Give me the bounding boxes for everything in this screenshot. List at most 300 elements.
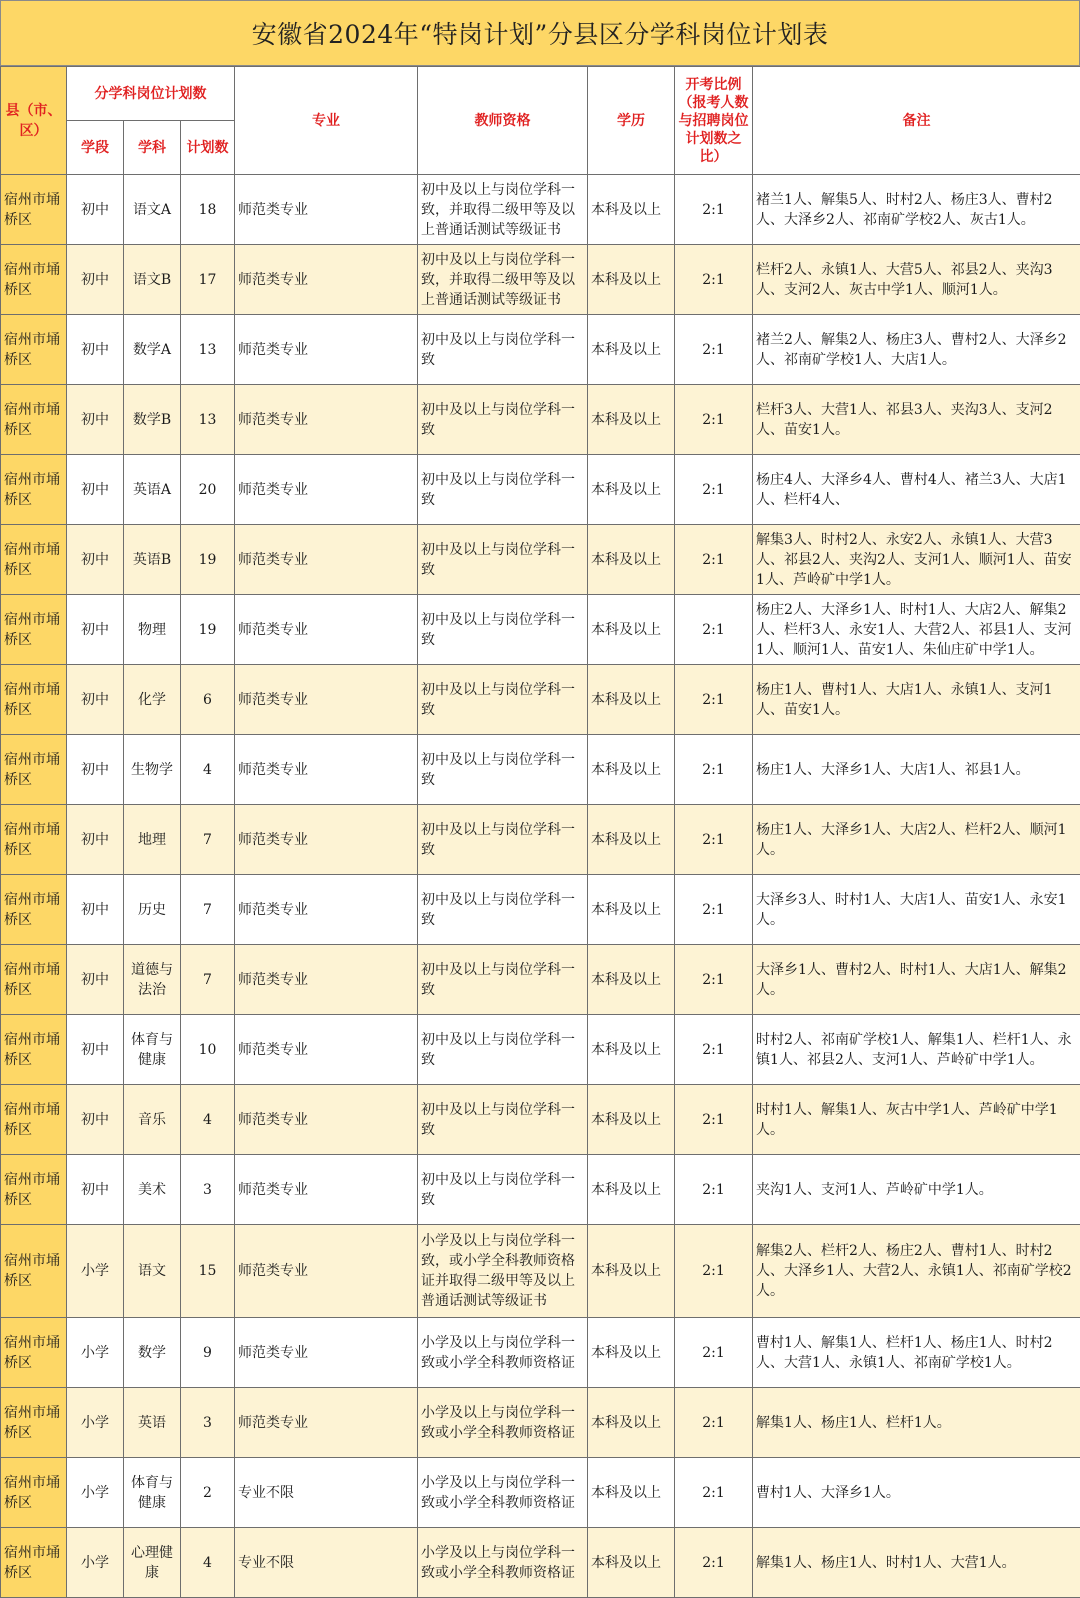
- cell-education-text: 本科及以上: [591, 1485, 661, 1501]
- cell-note: [753, 1458, 1080, 1528]
- cell-education: [588, 1458, 675, 1528]
- cell-subject: [124, 175, 181, 245]
- cell-stage-text: 初中: [81, 342, 109, 358]
- cell-major-text: 师范类专业: [238, 762, 308, 778]
- cell-county: [1, 525, 67, 595]
- cell-subject: [124, 735, 181, 805]
- cell-note: [753, 875, 1080, 945]
- cell-qualification: [418, 1528, 588, 1598]
- cell-major: [235, 525, 418, 595]
- cell-stage-text: 小学: [81, 1345, 109, 1361]
- cell-stage: [67, 1388, 124, 1458]
- cell-county: [1, 595, 67, 665]
- cell-qualification-text: 小学及以上与岗位学科一致或小学全科教师资格证: [421, 1405, 575, 1441]
- cell-county: [1, 1015, 67, 1085]
- cell-major: [235, 1225, 418, 1318]
- header-county: 县（市、区）: [1, 67, 67, 175]
- cell-count: [181, 945, 235, 1015]
- cell-county-text: 宿州市埇桥区: [4, 1253, 60, 1289]
- table-body: [1, 175, 1080, 1598]
- cell-count-text: 2: [203, 1485, 212, 1501]
- cell-education-text: 本科及以上: [591, 412, 661, 428]
- cell-stage: [67, 1225, 124, 1318]
- cell-note: [753, 1388, 1080, 1458]
- cell-major-text: 师范类专业: [238, 832, 308, 848]
- table-row: [1, 245, 1080, 315]
- cell-note-text: 杨庄4人、大泽乡4人、曹村4人、褚兰3人、大店1人、栏杆4人、: [756, 470, 1077, 510]
- cell-ratio-text: 2:1: [702, 1555, 725, 1571]
- cell-qualification-text: 小学及以上与岗位学科一致或小学全科教师资格证: [421, 1335, 575, 1371]
- cell-education-text: 本科及以上: [591, 1555, 661, 1571]
- cell-major: [235, 665, 418, 735]
- cell-note: [753, 1085, 1080, 1155]
- cell-qualification: [418, 735, 588, 805]
- table-title: 安徽省2024年“特岗计划”分县区分学科岗位计划表: [0, 0, 1080, 66]
- cell-note-text: 杨庄1人、曹村1人、大店1人、永镇1人、支河1人、苗安1人。: [756, 680, 1077, 720]
- cell-ratio: [675, 1225, 753, 1318]
- cell-count: [181, 315, 235, 385]
- cell-ratio: [675, 735, 753, 805]
- cell-qualification: [418, 1458, 588, 1528]
- cell-major: [235, 385, 418, 455]
- cell-major-text: 专业不限: [238, 1485, 294, 1501]
- cell-major: [235, 245, 418, 315]
- cell-education: [588, 1528, 675, 1598]
- cell-stage-text: 初中: [81, 902, 109, 918]
- cell-stage: [67, 1085, 124, 1155]
- cell-major-text: 师范类专业: [238, 482, 308, 498]
- cell-count-text: 3: [203, 1415, 212, 1431]
- cell-education: [588, 595, 675, 665]
- cell-stage: [67, 455, 124, 525]
- cell-county-text: 宿州市埇桥区: [4, 612, 60, 648]
- cell-stage: [67, 385, 124, 455]
- cell-subject: [124, 665, 181, 735]
- cell-stage: [67, 525, 124, 595]
- cell-count-text: 4: [203, 1112, 212, 1128]
- cell-qualification-text: 初中及以上与岗位学科一致，并取得二级甲等及以上普通话测试等级证书: [421, 182, 575, 238]
- cell-ratio: [675, 1458, 753, 1528]
- cell-major-text: 师范类专业: [238, 1415, 308, 1431]
- cell-county: [1, 455, 67, 525]
- cell-stage: [67, 805, 124, 875]
- cell-note: [753, 1015, 1080, 1085]
- cell-major-text: 师范类专业: [238, 1042, 308, 1058]
- cell-subject-text: 物理: [138, 622, 166, 638]
- cell-ratio-text: 2:1: [702, 622, 725, 638]
- cell-qualification-text: 小学及以上与岗位学科一致，或小学全科教师资格证并取得二级甲等及以上普通话测试等级证书: [421, 1233, 575, 1309]
- cell-ratio: [675, 665, 753, 735]
- cell-note-text: 解集1人、杨庄1人、栏杆1人。: [756, 1413, 1077, 1433]
- cell-ratio: [675, 175, 753, 245]
- cell-county-text: 宿州市埇桥区: [4, 1545, 60, 1581]
- cell-note: [753, 1528, 1080, 1598]
- cell-count-text: 13: [199, 412, 217, 428]
- cell-ratio-text: 2:1: [702, 1042, 725, 1058]
- cell-note: [753, 665, 1080, 735]
- cell-subject: [124, 1015, 181, 1085]
- cell-major: [235, 875, 418, 945]
- cell-stage: [67, 1528, 124, 1598]
- cell-major: [235, 455, 418, 525]
- cell-subject: [124, 1318, 181, 1388]
- cell-education: [588, 175, 675, 245]
- cell-education-text: 本科及以上: [591, 272, 661, 288]
- cell-ratio: [675, 875, 753, 945]
- table-row: [1, 1388, 1080, 1458]
- cell-education-text: 本科及以上: [591, 342, 661, 358]
- cell-ratio-text: 2:1: [702, 1415, 725, 1431]
- cell-county-text: 宿州市埇桥区: [4, 682, 60, 718]
- cell-major: [235, 1085, 418, 1155]
- cell-ratio: [675, 1388, 753, 1458]
- cell-subject-text: 道德与法治: [131, 962, 173, 998]
- cell-education-text: 本科及以上: [591, 1182, 661, 1198]
- cell-county-text: 宿州市埇桥区: [4, 542, 60, 578]
- cell-major: [235, 175, 418, 245]
- cell-major-text: 师范类专业: [238, 622, 308, 638]
- header-note: 备注: [753, 67, 1080, 175]
- cell-qualification: [418, 525, 588, 595]
- cell-subject-text: 历史: [138, 902, 166, 918]
- cell-education: [588, 1015, 675, 1085]
- cell-count-text: 17: [199, 272, 217, 288]
- cell-major: [235, 1015, 418, 1085]
- cell-qualification-text: 初中及以上与岗位学科一致，并取得二级甲等及以上普通话测试等级证书: [421, 252, 575, 308]
- cell-stage-text: 初中: [81, 1112, 109, 1128]
- cell-qualification-text: 初中及以上与岗位学科一致: [421, 892, 575, 928]
- cell-qualification: [418, 945, 588, 1015]
- cell-county-text: 宿州市埇桥区: [4, 402, 60, 438]
- cell-county: [1, 1155, 67, 1225]
- cell-note: [753, 315, 1080, 385]
- cell-stage-text: 小学: [81, 1485, 109, 1501]
- cell-note: [753, 805, 1080, 875]
- cell-education-text: 本科及以上: [591, 1415, 661, 1431]
- cell-count-text: 7: [203, 902, 212, 918]
- cell-stage-text: 初中: [81, 622, 109, 638]
- cell-subject-text: 数学: [138, 1345, 166, 1361]
- table-row: [1, 735, 1080, 805]
- cell-education: [588, 1388, 675, 1458]
- cell-county: [1, 1528, 67, 1598]
- cell-stage: [67, 595, 124, 665]
- cell-subject: [124, 245, 181, 315]
- cell-major: [235, 945, 418, 1015]
- cell-count: [181, 1458, 235, 1528]
- cell-subject-text: 美术: [138, 1182, 166, 1198]
- cell-qualification: [418, 1155, 588, 1225]
- cell-major-text: 师范类专业: [238, 902, 308, 918]
- cell-major-text: 专业不限: [238, 1555, 294, 1571]
- cell-education: [588, 1155, 675, 1225]
- cell-subject: [124, 595, 181, 665]
- cell-qualification-text: 初中及以上与岗位学科一致: [421, 1102, 575, 1138]
- cell-subject: [124, 945, 181, 1015]
- cell-subject-text: 数学A: [133, 342, 171, 358]
- cell-qualification-text: 初中及以上与岗位学科一致: [421, 822, 575, 858]
- cell-count: [181, 875, 235, 945]
- cell-ratio: [675, 315, 753, 385]
- cell-ratio: [675, 1085, 753, 1155]
- cell-county-text: 宿州市埇桥区: [4, 962, 60, 998]
- cell-subject-text: 语文A: [133, 202, 171, 218]
- cell-education: [588, 1318, 675, 1388]
- cell-ratio-text: 2:1: [702, 552, 725, 568]
- cell-note: [753, 245, 1080, 315]
- header-stage: 学段: [67, 121, 124, 175]
- cell-subject: [124, 875, 181, 945]
- cell-qualification-text: 初中及以上与岗位学科一致: [421, 402, 575, 438]
- cell-subject-text: 化学: [138, 692, 166, 708]
- cell-ratio-text: 2:1: [702, 692, 725, 708]
- cell-note-text: 时村2人、祁南矿学校1人、解集1人、栏杆1人、永镇1人、祁县2人、支河1人、芦岭矿中学1人。: [756, 1030, 1077, 1070]
- cell-qualification-text: 初中及以上与岗位学科一致: [421, 1172, 575, 1208]
- cell-count: [181, 735, 235, 805]
- cell-stage-text: 初中: [81, 202, 109, 218]
- cell-qualification: [418, 455, 588, 525]
- cell-stage-text: 初中: [81, 272, 109, 288]
- cell-count-text: 20: [199, 482, 217, 498]
- cell-county-text: 宿州市埇桥区: [4, 262, 60, 298]
- table-row: [1, 1015, 1080, 1085]
- cell-note-text: 褚兰1人、解集5人、时村2人、杨庄3人、曹村2人、大泽乡2人、祁南矿学校2人、灰古1人。: [756, 190, 1077, 230]
- cell-qualification: [418, 315, 588, 385]
- cell-count: [181, 595, 235, 665]
- cell-count-text: 3: [203, 1182, 212, 1198]
- cell-stage-text: 初中: [81, 972, 109, 988]
- cell-county: [1, 1388, 67, 1458]
- cell-county-text: 宿州市埇桥区: [4, 1405, 60, 1441]
- cell-education-text: 本科及以上: [591, 202, 661, 218]
- cell-education: [588, 875, 675, 945]
- cell-note-text: 栏杆2人、永镇1人、大营5人、祁县2人、夹沟3人、支河2人、灰古中学1人、顺河1人。: [756, 260, 1077, 300]
- cell-county-text: 宿州市埇桥区: [4, 332, 60, 368]
- cell-subject-text: 心理健康: [131, 1545, 173, 1581]
- cell-ratio: [675, 1015, 753, 1085]
- cell-education: [588, 385, 675, 455]
- cell-count-text: 19: [199, 622, 217, 638]
- header-subject-plan-group: 分学科岗位计划数: [67, 67, 235, 121]
- header-qualification: 教师资格: [418, 67, 588, 175]
- cell-note: [753, 175, 1080, 245]
- cell-qualification: [418, 1225, 588, 1318]
- cell-qualification: [418, 1015, 588, 1085]
- table-row: [1, 875, 1080, 945]
- cell-qualification: [418, 1318, 588, 1388]
- cell-ratio-text: 2:1: [702, 1485, 725, 1501]
- cell-education: [588, 1085, 675, 1155]
- cell-note: [753, 385, 1080, 455]
- cell-county-text: 宿州市埇桥区: [4, 1032, 60, 1068]
- cell-note-text: 杨庄1人、大泽乡1人、大店2人、栏杆2人、顺河1人。: [756, 820, 1077, 860]
- table-row: [1, 385, 1080, 455]
- cell-ratio: [675, 455, 753, 525]
- cell-education: [588, 245, 675, 315]
- cell-major: [235, 595, 418, 665]
- cell-subject: [124, 315, 181, 385]
- cell-education-text: 本科及以上: [591, 762, 661, 778]
- cell-subject-text: 音乐: [138, 1112, 166, 1128]
- cell-ratio-text: 2:1: [702, 832, 725, 848]
- table-row: [1, 595, 1080, 665]
- cell-note-text: 大泽乡3人、时村1人、大店1人、苗安1人、永安1人。: [756, 890, 1077, 930]
- cell-ratio-text: 2:1: [702, 1263, 725, 1279]
- cell-county: [1, 875, 67, 945]
- cell-subject-text: 生物学: [131, 762, 173, 778]
- cell-subject-text: 英语B: [133, 552, 171, 568]
- cell-county: [1, 315, 67, 385]
- cell-note: [753, 945, 1080, 1015]
- cell-count: [181, 1085, 235, 1155]
- cell-note: [753, 455, 1080, 525]
- cell-county-text: 宿州市埇桥区: [4, 192, 60, 228]
- cell-ratio-text: 2:1: [702, 202, 725, 218]
- cell-count-text: 13: [199, 342, 217, 358]
- cell-count: [181, 385, 235, 455]
- table-row: [1, 1225, 1080, 1318]
- cell-education-text: 本科及以上: [591, 832, 661, 848]
- cell-stage-text: 初中: [81, 412, 109, 428]
- cell-stage: [67, 315, 124, 385]
- cell-stage: [67, 1458, 124, 1528]
- cell-subject: [124, 1085, 181, 1155]
- cell-stage: [67, 945, 124, 1015]
- cell-stage-text: 初中: [81, 692, 109, 708]
- cell-major: [235, 735, 418, 805]
- cell-major: [235, 1458, 418, 1528]
- cell-count: [181, 455, 235, 525]
- table-row: [1, 805, 1080, 875]
- cell-subject-text: 数学B: [133, 412, 171, 428]
- cell-major-text: 师范类专业: [238, 1345, 308, 1361]
- cell-qualification-text: 小学及以上与岗位学科一致或小学全科教师资格证: [421, 1545, 575, 1581]
- cell-major: [235, 805, 418, 875]
- cell-county: [1, 245, 67, 315]
- table-row: [1, 665, 1080, 735]
- cell-major-text: 师范类专业: [238, 692, 308, 708]
- cell-note-text: 时村1人、解集1人、灰古中学1人、芦岭矿中学1人。: [756, 1100, 1077, 1140]
- cell-education-text: 本科及以上: [591, 1345, 661, 1361]
- cell-subject: [124, 525, 181, 595]
- cell-count-text: 10: [199, 1042, 217, 1058]
- cell-education: [588, 665, 675, 735]
- header-education: 学历: [588, 67, 675, 175]
- cell-stage: [67, 1318, 124, 1388]
- cell-education-text: 本科及以上: [591, 1112, 661, 1128]
- cell-count: [181, 1015, 235, 1085]
- cell-count: [181, 175, 235, 245]
- table-row: [1, 525, 1080, 595]
- cell-ratio-text: 2:1: [702, 482, 725, 498]
- cell-count: [181, 525, 235, 595]
- cell-education: [588, 735, 675, 805]
- cell-qualification-text: 初中及以上与岗位学科一致: [421, 682, 575, 718]
- cell-ratio: [675, 805, 753, 875]
- cell-major-text: 师范类专业: [238, 272, 308, 288]
- cell-stage-text: 小学: [81, 1263, 109, 1279]
- cell-ratio-text: 2:1: [702, 762, 725, 778]
- cell-major-text: 师范类专业: [238, 1112, 308, 1128]
- cell-county: [1, 1318, 67, 1388]
- cell-note-text: 夹沟1人、支河1人、芦岭矿中学1人。: [756, 1180, 1077, 1200]
- cell-qualification: [418, 1388, 588, 1458]
- cell-education-text: 本科及以上: [591, 902, 661, 918]
- table-row: [1, 1085, 1080, 1155]
- cell-education: [588, 455, 675, 525]
- cell-stage: [67, 875, 124, 945]
- cell-ratio: [675, 525, 753, 595]
- cell-county-text: 宿州市埇桥区: [4, 1475, 60, 1511]
- table-row: [1, 175, 1080, 245]
- cell-count-text: 6: [203, 692, 212, 708]
- cell-county-text: 宿州市埇桥区: [4, 1102, 60, 1138]
- cell-county-text: 宿州市埇桥区: [4, 1172, 60, 1208]
- cell-education-text: 本科及以上: [591, 1263, 661, 1279]
- cell-stage-text: 初中: [81, 482, 109, 498]
- cell-count: [181, 805, 235, 875]
- cell-education-text: 本科及以上: [591, 972, 661, 988]
- cell-note-text: 解集1人、杨庄1人、时村1人、大营1人。: [756, 1553, 1077, 1573]
- cell-county: [1, 665, 67, 735]
- cell-count: [181, 1155, 235, 1225]
- cell-count: [181, 1528, 235, 1598]
- cell-note: [753, 1318, 1080, 1388]
- cell-county: [1, 1085, 67, 1155]
- cell-count: [181, 1388, 235, 1458]
- cell-stage-text: 初中: [81, 832, 109, 848]
- cell-stage: [67, 175, 124, 245]
- cell-subject-text: 英语A: [133, 482, 171, 498]
- cell-ratio: [675, 245, 753, 315]
- cell-qualification: [418, 1085, 588, 1155]
- cell-stage-text: 小学: [81, 1415, 109, 1431]
- cell-subject: [124, 455, 181, 525]
- cell-qualification-text: 初中及以上与岗位学科一致: [421, 1032, 575, 1068]
- cell-note: [753, 525, 1080, 595]
- cell-county-text: 宿州市埇桥区: [4, 752, 60, 788]
- cell-stage-text: 小学: [81, 1555, 109, 1571]
- cell-subject-text: 语文B: [133, 272, 171, 288]
- cell-ratio-text: 2:1: [702, 412, 725, 428]
- cell-county: [1, 385, 67, 455]
- cell-major-text: 师范类专业: [238, 412, 308, 428]
- cell-subject-text: 英语: [138, 1415, 166, 1431]
- cell-count-text: 19: [199, 552, 217, 568]
- header-subject: 学科: [124, 121, 181, 175]
- cell-qualification-text: 初中及以上与岗位学科一致: [421, 332, 575, 368]
- cell-qualification: [418, 245, 588, 315]
- cell-major-text: 师范类专业: [238, 972, 308, 988]
- cell-note: [753, 1155, 1080, 1225]
- cell-note: [753, 735, 1080, 805]
- table-row: [1, 315, 1080, 385]
- cell-stage: [67, 1015, 124, 1085]
- cell-education-text: 本科及以上: [591, 482, 661, 498]
- cell-ratio: [675, 1155, 753, 1225]
- cell-county: [1, 1225, 67, 1318]
- cell-count-text: 4: [203, 1555, 212, 1571]
- cell-note-text: 栏杆3人、大营1人、祁县3人、夹沟3人、支河2人、苗安1人。: [756, 400, 1077, 440]
- cell-note-text: 曹村1人、大泽乡1人。: [756, 1483, 1077, 1503]
- cell-count-text: 15: [199, 1263, 217, 1279]
- cell-count-text: 7: [203, 972, 212, 988]
- cell-note-text: 曹村1人、解集1人、栏杆1人、杨庄1人、时村2人、大营1人、永镇1人、祁南矿学校1人。: [756, 1333, 1077, 1373]
- cell-note-text: 解集2人、栏杆2人、杨庄2人、曹村1人、时村2人、大泽乡1人、大营2人、永镇1人、祁南矿学校2人。: [756, 1241, 1077, 1301]
- cell-qualification-text: 初中及以上与岗位学科一致: [421, 962, 575, 998]
- cell-qualification: [418, 595, 588, 665]
- cell-ratio-text: 2:1: [702, 972, 725, 988]
